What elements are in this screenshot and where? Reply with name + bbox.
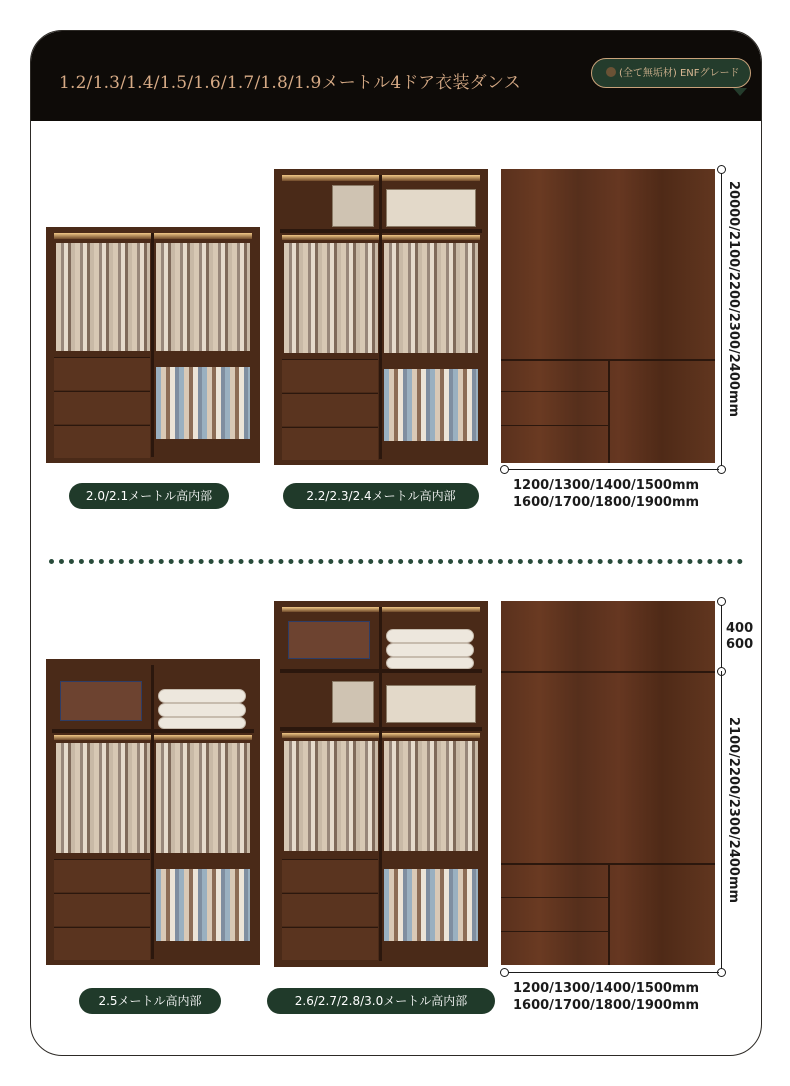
dim-endpoint: [717, 597, 726, 606]
storage-bag: [332, 185, 374, 227]
door-seam: [608, 863, 610, 965]
drawer-seam: [501, 425, 608, 426]
height-dim-line: [721, 171, 722, 469]
drawer-seam: [501, 931, 608, 932]
center-divider: [379, 607, 382, 961]
drawer: [282, 359, 378, 392]
height-dimensions: 2100/2200/2300/2400mm: [726, 717, 741, 904]
width-dimensions-line1: 1200/1300/1400/1500mm: [513, 981, 700, 996]
storage-box: [386, 685, 476, 723]
wardrobe-interior-tall: [274, 169, 488, 465]
wardrobe-closed-front: [501, 601, 715, 965]
drawer-seam: [501, 897, 608, 898]
product-card: [30, 30, 762, 1056]
drawer: [282, 893, 378, 926]
width-dim-line: [505, 469, 719, 470]
pillow: [158, 703, 246, 717]
drawer: [282, 927, 378, 960]
badge-text: (全て無垢材) ENFグレード: [619, 68, 740, 79]
width-dimensions-line2: 1600/1700/1800/1900mm: [513, 495, 700, 510]
dim-endpoint: [717, 165, 726, 174]
hanging-clothes: [384, 741, 478, 851]
section-divider: [49, 559, 743, 564]
center-divider: [379, 175, 382, 459]
drawer: [282, 427, 378, 460]
pillow: [158, 717, 246, 729]
pillow: [386, 643, 474, 657]
hanging-clothes: [56, 243, 150, 351]
height-dimensions: 20000/2100/2200/2300/2400mm: [726, 181, 741, 418]
height-label-pill: 2.5メートル高内部: [79, 988, 221, 1014]
drawer: [282, 393, 378, 426]
hanging-clothes: [384, 369, 478, 441]
pillow: [158, 689, 246, 703]
drawer: [54, 357, 150, 390]
door-seam: [608, 359, 610, 463]
header-bar: [31, 31, 761, 121]
height-label-pill: 2.2/2.3/2.4メートル高内部: [283, 483, 479, 509]
wardrobe-interior-small: [46, 227, 260, 463]
center-divider: [151, 233, 154, 457]
dim-endpoint: [500, 465, 509, 474]
top-dim-value-2: 600: [726, 637, 754, 652]
material-badge: [591, 58, 751, 88]
height-label-pill: 2.0/2.1メートル高内部: [69, 483, 229, 509]
center-divider: [151, 665, 154, 959]
pillow: [386, 629, 474, 643]
drawer: [54, 391, 150, 424]
height-dim-line: [721, 671, 722, 973]
top-dim-line: [721, 603, 722, 671]
hanging-clothes: [384, 243, 478, 353]
drawer: [54, 425, 150, 458]
page-title: 1.2/1.3/1.4/1.5/1.6/1.7/1.8/1.9メートル4ドア衣装ダンス: [59, 73, 521, 93]
hanging-clothes: [284, 243, 378, 353]
hanging-clothes: [284, 741, 378, 851]
duffel-bag: [288, 621, 370, 659]
hanging-clothes: [156, 367, 250, 439]
drawer: [282, 859, 378, 892]
height-label-pill: 2.6/2.7/2.8/3.0メートル高内部: [267, 988, 495, 1014]
storage-box: [386, 189, 476, 227]
hanging-clothes: [56, 743, 150, 853]
door-seam: [501, 671, 715, 673]
hanging-clothes: [156, 869, 250, 941]
pillow: [386, 657, 474, 669]
hanging-clothes: [156, 243, 250, 351]
wardrobe-closed-front: [501, 169, 715, 463]
drawer-seam: [501, 391, 608, 392]
drawer: [54, 859, 150, 892]
hanging-clothes: [156, 743, 250, 853]
badge-dot-icon: [606, 67, 616, 77]
duffel-bag: [60, 681, 142, 721]
drawer: [54, 893, 150, 926]
storage-bag: [332, 681, 374, 723]
drawer: [54, 927, 150, 960]
width-dimensions-line1: 1200/1300/1400/1500mm: [513, 478, 700, 493]
width-dim-line: [505, 972, 719, 973]
wardrobe-interior-2-5: [46, 659, 260, 965]
wardrobe-interior-3-0: [274, 601, 488, 967]
width-dimensions-line2: 1600/1700/1800/1900mm: [513, 998, 700, 1013]
dim-endpoint: [500, 968, 509, 977]
badge-tail-icon: [733, 88, 747, 96]
hanging-clothes: [384, 869, 478, 941]
top-dim-value-1: 400: [726, 621, 754, 636]
